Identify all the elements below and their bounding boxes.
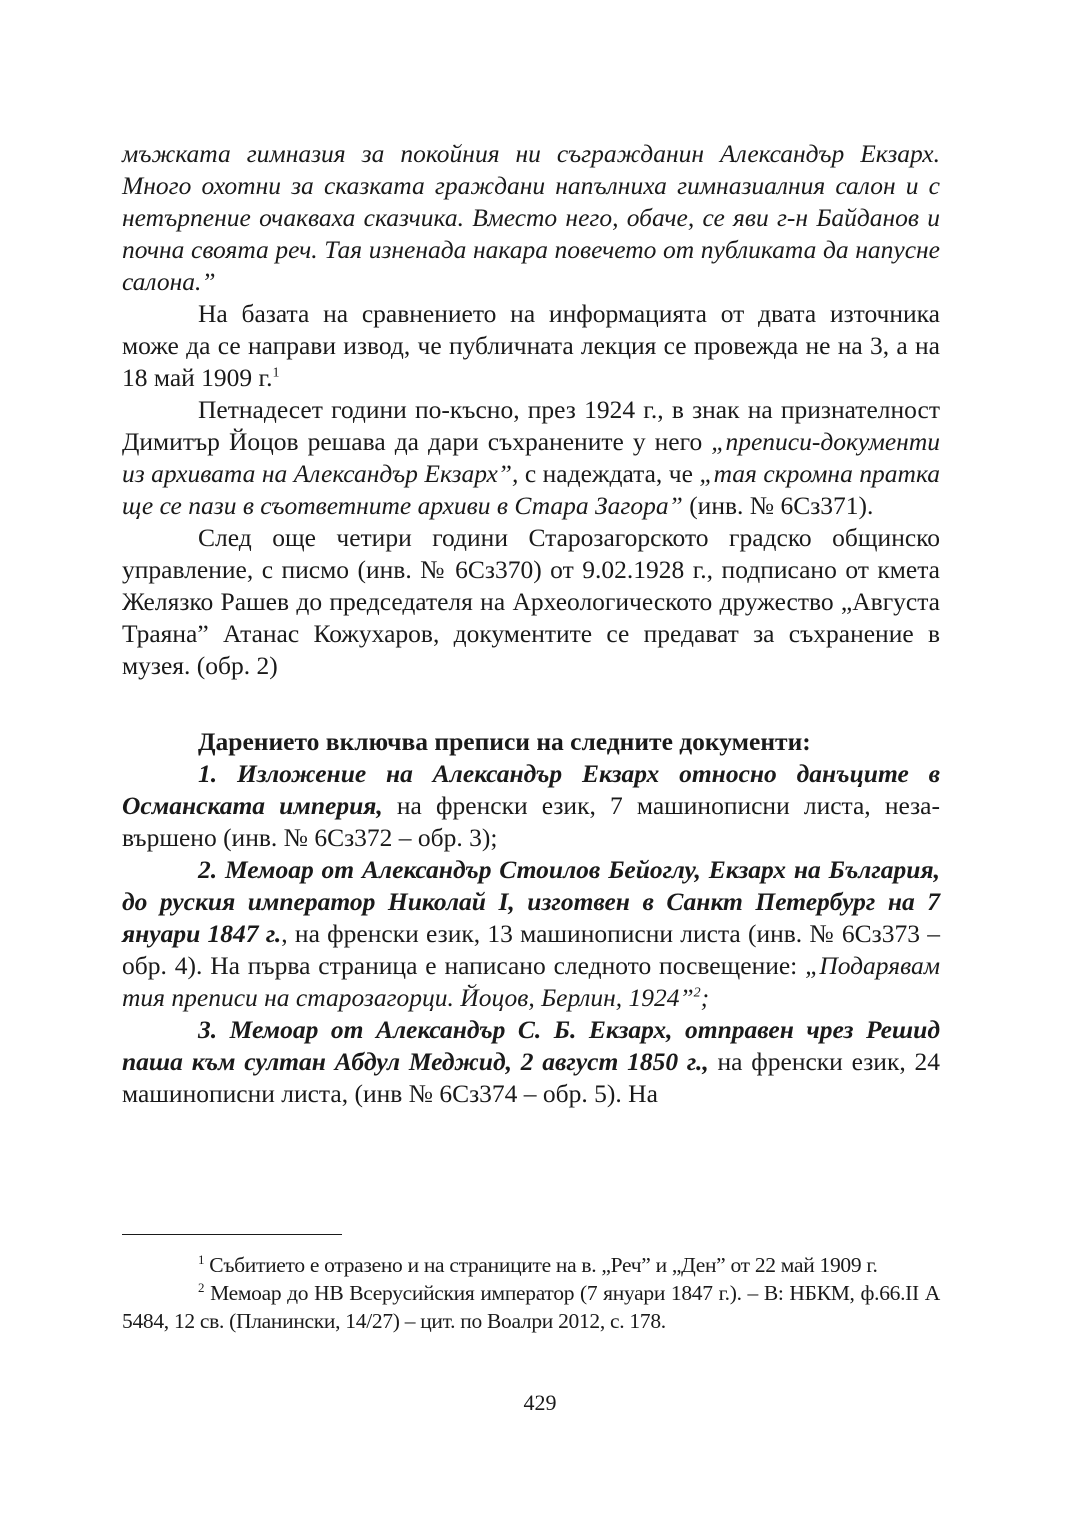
- footnote-number: 2: [198, 1279, 205, 1295]
- paragraph-text: На базата на сравнението на информацията от двата източника може да се направи извод, че публичната лекция се провежда не на 3, а на 18 май 1909 г.: [122, 299, 940, 392]
- footnote-divider: [122, 1234, 342, 1235]
- footnote-ref[interactable]: 2: [693, 985, 701, 1001]
- footnote-ref[interactable]: 1: [272, 365, 280, 381]
- item-title: 2. Мемоар от Александър Стоилов Бейоглу, Екзарх на България, до руския император Николай I, изготвен в Санкт Петербург на 7 януари 1847 г.: [122, 855, 940, 948]
- paragraph-transfer: След още четири години Старозагорското градско общинско управление, с писмо (инв. № 6Сз370) от 9.02.1928 г., подписано от кмета Желязко Рашев до председателя на Археологическото дружество „Августа Траяна” Атанас Кожухаров, документите се предават за съхранение в музея. (обр. 2): [122, 523, 940, 680]
- paragraph-date-conclusion: [122, 298, 940, 394]
- page-number: 429: [523, 1390, 557, 1415]
- list-item-2: [122, 854, 940, 1014]
- quote-inline: „Подарявам тия преписи на старозагорци. Йоцов, Берлин, 1924”: [122, 951, 940, 1012]
- footnotes: [122, 1251, 940, 1335]
- item-tail: ;: [700, 983, 710, 1012]
- paragraph-text: Петнадесет години по-късно, през 1924 г., в знак на признателност Димитър Йоцов решава да дари съхранените у него: [122, 395, 940, 456]
- quote-inline: „преписи-документи из архивата на Александър Екзарх”,: [122, 427, 940, 488]
- footnote-text: Събитието е отразено и на страниците на в. „Реч” и „Ден” от 22 май 1909 г.: [204, 1253, 878, 1277]
- footnote-1: [122, 1251, 940, 1279]
- quote-inline: „тая скромна пратка ще се пази в съответните архиви в Стара Загора”: [122, 459, 941, 520]
- paragraph-text: (инв. № 6Сз371).: [682, 491, 874, 520]
- footnote-2: [122, 1279, 940, 1335]
- section-heading: Дарението включва преписи на следните документи:: [198, 727, 811, 756]
- item-title: 1. Изложение на Александър Екзарх относно данъците в Османската империя,: [122, 759, 940, 820]
- item-text: , на френски език, 13 машинописни листа (инв. № 6Сз373 – обр. 4). На първа страница е написано следното посвещение:: [122, 919, 941, 980]
- item-text: на френски език, 7 машинописни листа, незавършено (инв. № 6Сз372 – обр. 3);: [122, 791, 940, 852]
- paragraph-donation: [122, 394, 940, 522]
- item-text: на френски език, 24 машинописни листа, (инв № 6Сз374 – обр. 5). На: [122, 1047, 941, 1108]
- item-title: 3. Мемоар от Александър С. Б. Екзарх, отправен чрез Решид паша към султан Абдул Меджид, 2 август 1850 г.,: [122, 1015, 940, 1076]
- page-body: [122, 138, 940, 1110]
- footnote-text: Мемоар до НВ Всерусийския император (7 януари 1847 г.). – В: НБКМ, ф.66.II А 5484, 12 св. (Планински, 14/27) – цит. по Воалри 2012, с. 178.: [122, 1281, 940, 1333]
- quoted-paragraph: мъжката гимназия за покойния ни съгражданин Александър Екзарх. Много охотни за сказката граждани напълниха гимназиалния салон и с нетърпение очакваха сказчика. Вместо него, обаче, се яви г-н Байданов и почна своята реч. Тая изненада накара повечето от публиката да напусне салона.”: [122, 139, 940, 296]
- paragraph-text: с надеждата, че: [518, 459, 700, 488]
- footnote-number: 1: [198, 1251, 205, 1267]
- list-item-1: [122, 758, 940, 854]
- list-item-3: [122, 1014, 940, 1110]
